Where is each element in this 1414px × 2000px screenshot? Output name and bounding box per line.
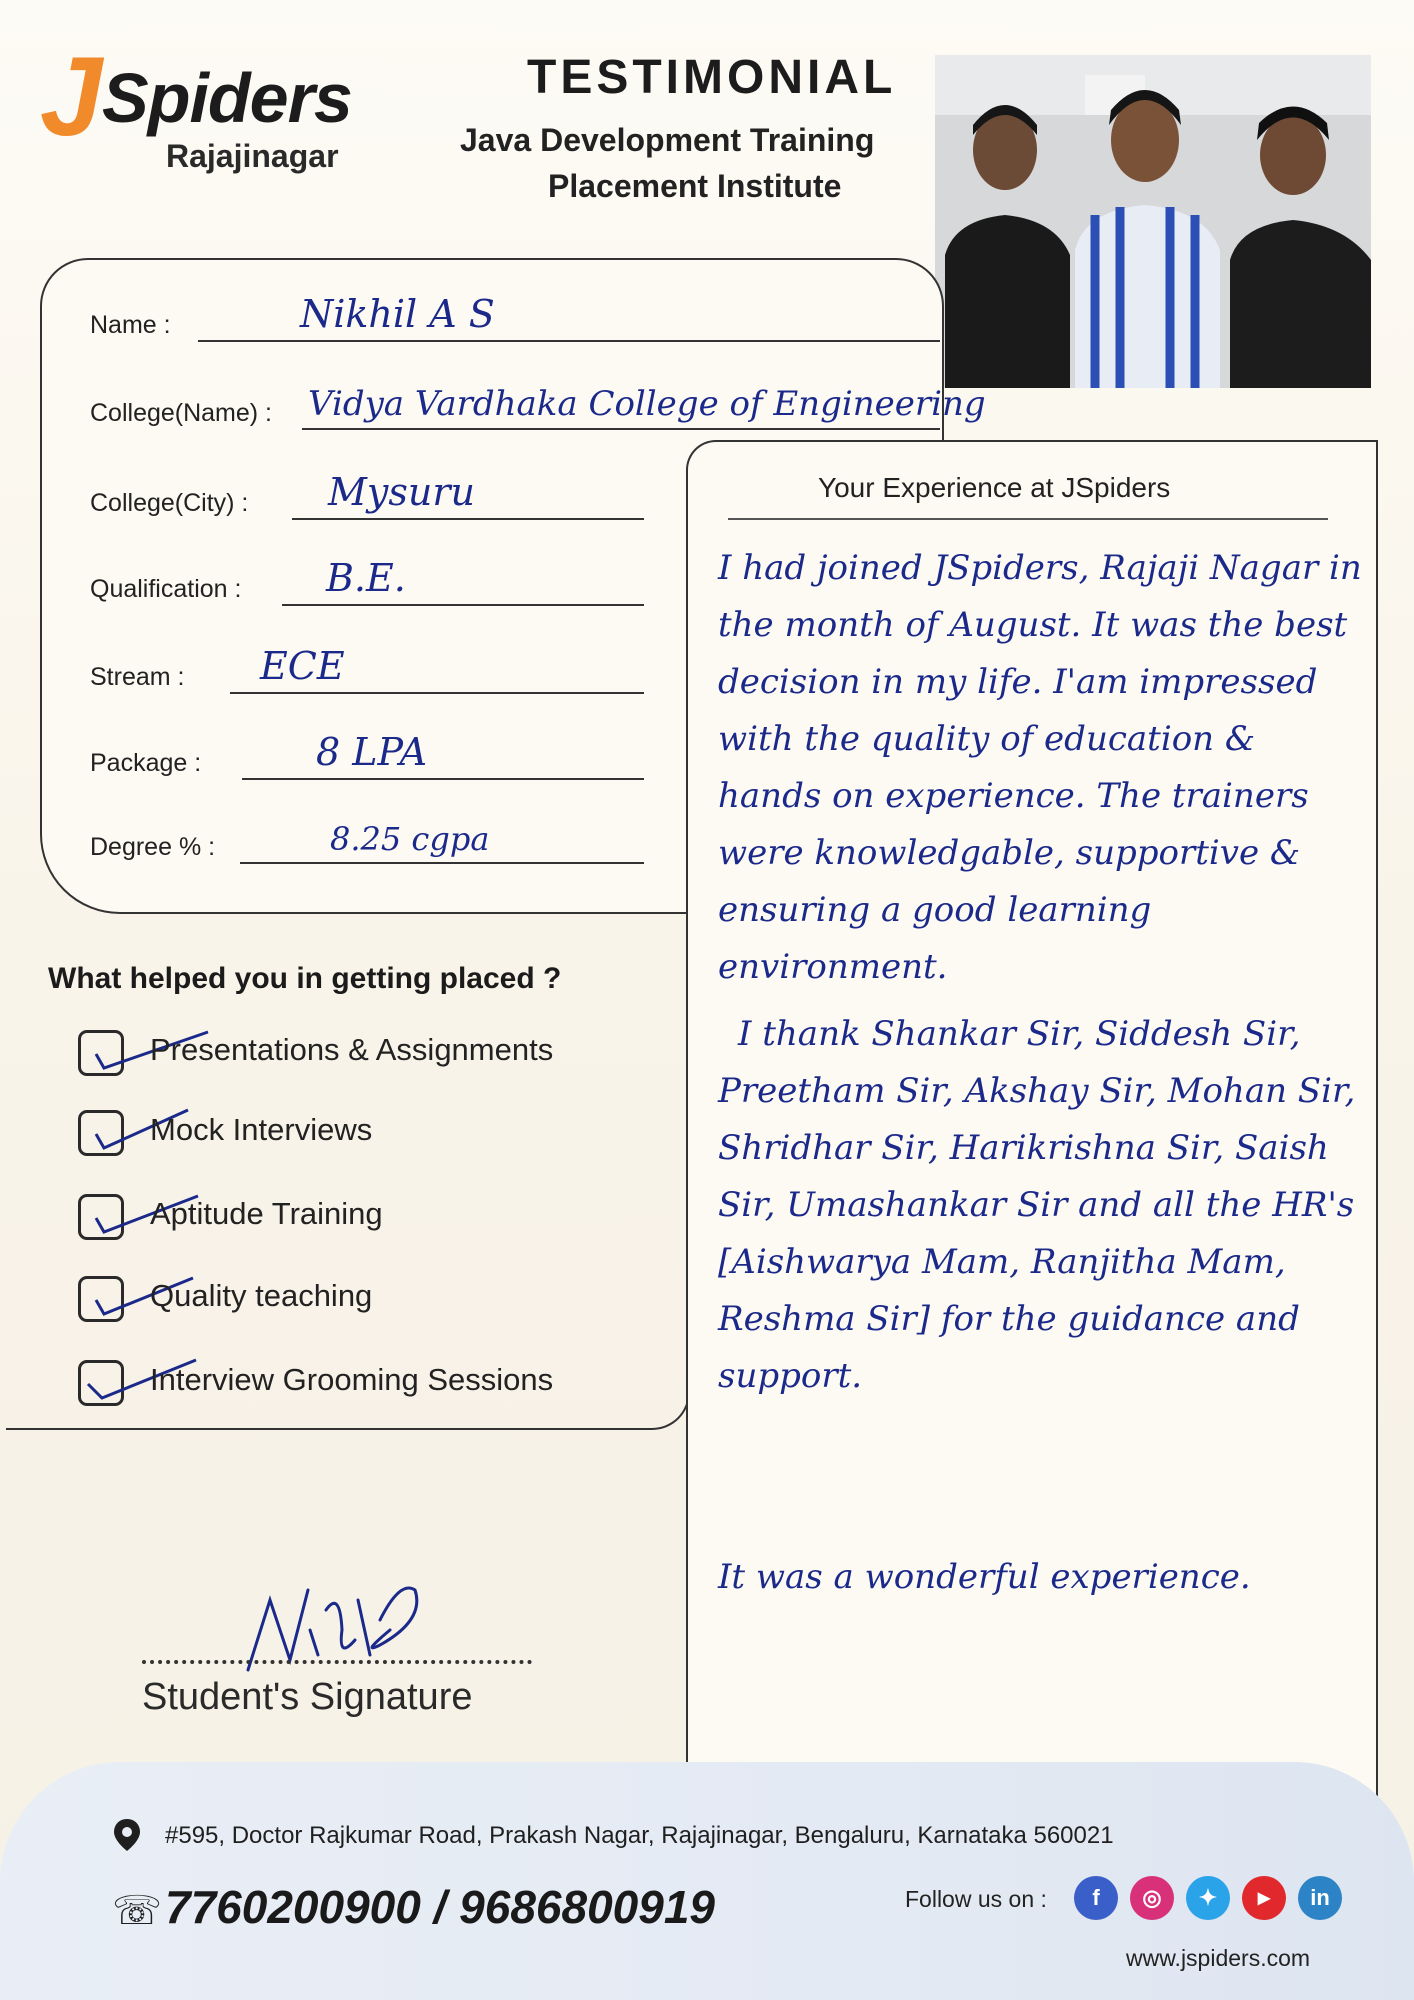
placement-section-border — [6, 1392, 690, 1430]
document-subtitle-line2: Placement Institute — [548, 168, 842, 204]
field-name — [90, 292, 960, 350]
youtube-icon[interactable]: ▶ — [1242, 1876, 1286, 1920]
field-degree-percent — [90, 822, 690, 872]
logo-branch: Rajajinagar — [166, 138, 339, 174]
student-group-photo — [935, 55, 1371, 388]
experience-paragraph-2: I thank Shankar Sir, Siddesh Sir, Preetham Sir, Akshay Sir, Mohan Sir, Shridhar Sir, Harikrishna Sir, Saish Sir, Umashankar Sir and all the HR's [Aishwarya Mam, Ranjitha Mam, Reshma Sir] for the guidance and support. — [718, 1014, 1356, 1396]
checkbox-label: Mock Interviews — [150, 1112, 373, 1147]
signature-line — [142, 1660, 532, 1664]
field-value: B.E. — [326, 556, 406, 600]
checkbox-label: Interview Grooming Sessions — [150, 1362, 554, 1397]
jspiders-logo — [40, 34, 370, 180]
checkbox-label: Aptitude Training — [150, 1196, 383, 1231]
experience-text — [718, 540, 1366, 1405]
linkedin-icon[interactable]: in — [1298, 1876, 1342, 1920]
field-stream — [90, 644, 690, 702]
field-college-city — [90, 470, 690, 528]
experience-closing: It was a wonderful experience. — [718, 1557, 1251, 1597]
field-underline — [292, 518, 644, 520]
experience-title: Your Experience at JSpiders — [818, 472, 1171, 503]
logo-letter: J — [40, 34, 103, 159]
twitter-icon[interactable]: ✦ — [1186, 1876, 1230, 1920]
field-value: ECE — [260, 644, 345, 688]
field-qualification — [90, 556, 690, 614]
field-value: 8 LPA — [316, 730, 428, 774]
instagram-icon[interactable]: ◎ — [1130, 1876, 1174, 1920]
document-title: TESTIMONIAL — [527, 51, 897, 104]
field-label: College(City) : — [90, 489, 249, 517]
experience-title-rule — [728, 518, 1328, 520]
field-label: Stream : — [90, 663, 185, 691]
field-label: Package : — [90, 749, 202, 777]
field-underline — [302, 428, 940, 430]
field-underline — [282, 604, 644, 606]
field-label: Name : — [90, 311, 171, 339]
field-label: Degree % : — [90, 833, 216, 861]
field-value: Mysuru — [328, 470, 475, 514]
signature-label: Student's Signature — [142, 1676, 473, 1718]
field-underline — [242, 778, 644, 780]
footer-address: #595, Doctor Rajkumar Road, Prakash Nagar, Rajajinagar, Bengaluru, Karnataka 560021 — [165, 1822, 1114, 1849]
field-label: Qualification : — [90, 575, 242, 603]
field-college-name — [90, 384, 986, 438]
field-value: Nikhil A S — [300, 292, 495, 336]
checkbox-label: Presentations & Assignments — [150, 1032, 554, 1067]
field-underline — [240, 862, 644, 864]
field-label: College(Name) : — [90, 399, 273, 427]
handwritten-signature — [230, 1560, 430, 1690]
field-value: Vidya Vardhaka College of Engineering — [308, 384, 986, 424]
checkbox-label: Quality teaching — [150, 1278, 373, 1313]
experience-panel — [686, 440, 1378, 1852]
experience-paragraph-1: I had joined JSpiders, Rajaji Nagar in the month of August. It was the best decision in my life. I'am impressed with the quality of education & hands on experience. The trainers were knowledgable, supportive & ensuring a good learning environment. — [718, 548, 1362, 987]
logo-word: Spiders — [102, 59, 352, 137]
footer-website[interactable]: www.jspiders.com — [1126, 1945, 1311, 1971]
footer-phone: 7760200900 / 9686800919 — [165, 1881, 716, 1933]
follow-label: Follow us on : — [905, 1886, 1047, 1912]
facebook-icon[interactable]: f — [1074, 1876, 1118, 1920]
field-underline — [198, 340, 940, 342]
photo-illustration — [935, 55, 1371, 388]
field-underline — [230, 692, 644, 694]
document-subtitle-line1: Java Development Training — [460, 122, 875, 158]
placement-question: What helped you in getting placed ? — [48, 962, 562, 995]
field-package — [90, 730, 690, 788]
field-value: 8.25 cgpa — [330, 820, 490, 858]
location-pin-icon — [112, 1817, 142, 1853]
phone-icon: ☏ — [112, 1889, 163, 1933]
